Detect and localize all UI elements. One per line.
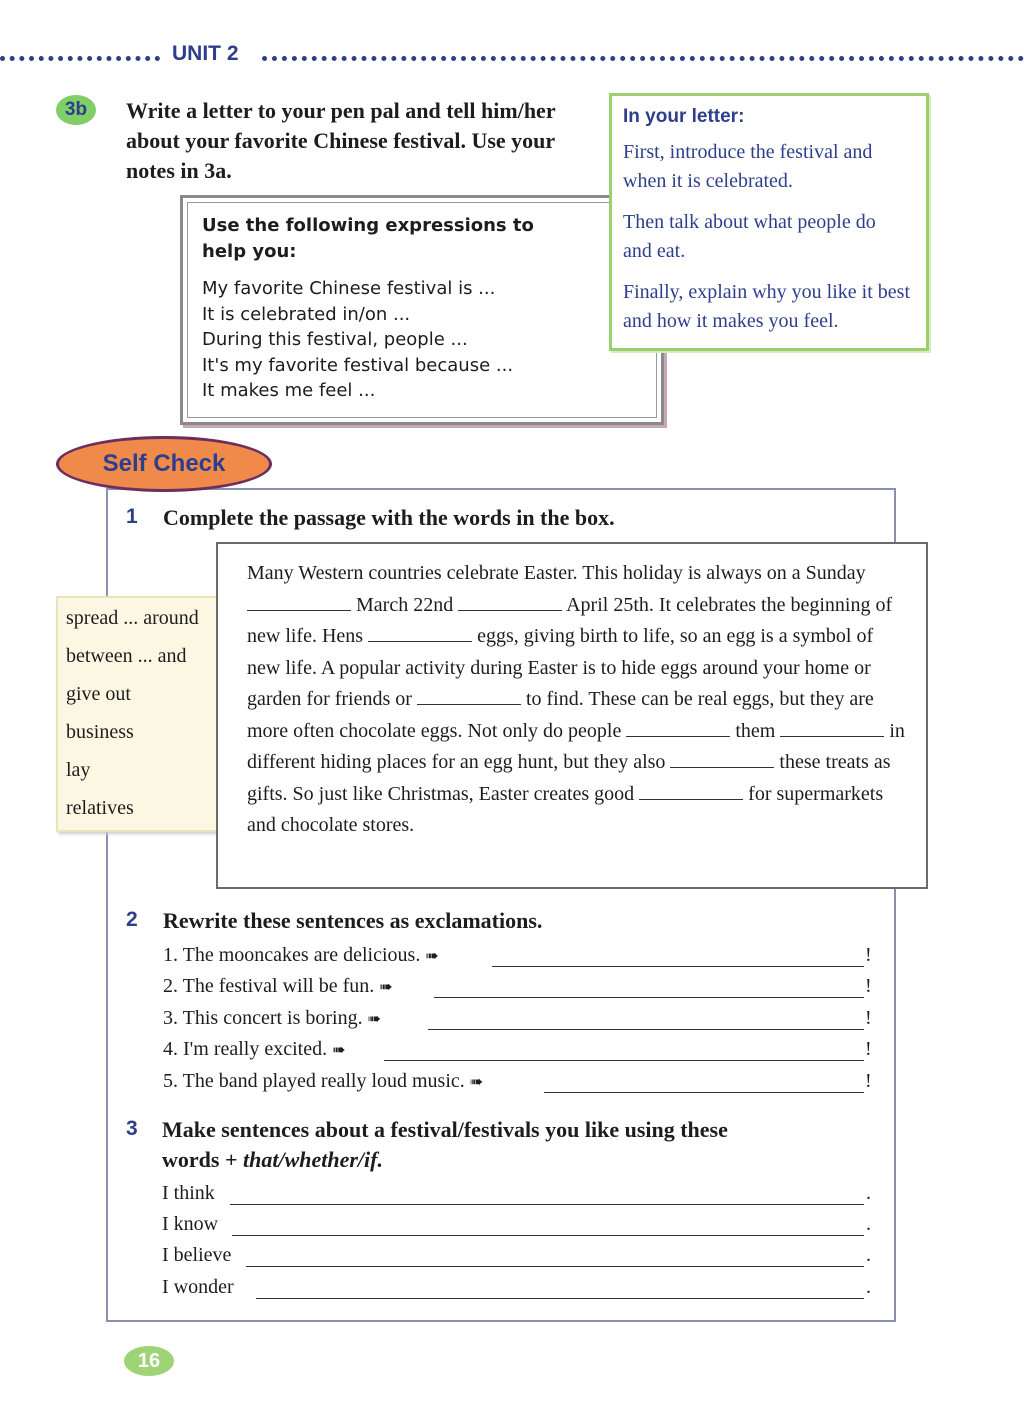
word-option: relatives xyxy=(66,797,134,819)
q3-conjunctions: that/whether/if. xyxy=(243,1147,383,1172)
exclamation-sentence: 2. The festival will be fun. xyxy=(163,975,375,997)
answer-line[interactable] xyxy=(232,1235,864,1236)
period-mark: . xyxy=(866,1276,871,1298)
passage-blank[interactable] xyxy=(780,722,884,737)
answer-line[interactable] xyxy=(434,997,864,998)
expression-line: It makes me feel ... xyxy=(202,380,376,402)
passage-segment: in different hiding places for an egg hunt, but they also xyxy=(247,719,905,773)
passage-text xyxy=(247,558,907,842)
answer-line[interactable] xyxy=(384,1060,864,1061)
passage-segment: to find. These can be real eggs, but they are more often chocolate eggs. Not only do people xyxy=(247,688,874,742)
q1-number: 1 xyxy=(126,505,138,528)
exclamation-mark: ! xyxy=(865,1007,872,1029)
word-option: business xyxy=(66,721,134,743)
unit-title: UNIT 2 xyxy=(172,42,239,65)
exclamation-mark: ! xyxy=(865,1038,872,1060)
period-mark: . xyxy=(866,1213,871,1235)
passage-segment: them xyxy=(735,719,776,742)
expression-line: During this festival, people ... xyxy=(202,329,468,351)
period-mark: . xyxy=(866,1244,871,1266)
passage-segment: eggs, giving birth to life, so an egg is a symbol of new life. A popular activity during Easter is to hide eggs around your home or garden for friends or xyxy=(247,625,874,710)
word-option: spread ... around xyxy=(66,607,199,629)
answer-line[interactable] xyxy=(256,1298,864,1299)
letter-point-first: First, introduce the festival and when it is celebrated. xyxy=(623,141,873,192)
expressions-list xyxy=(202,276,513,404)
page-number: 16 xyxy=(124,1346,174,1376)
passage-blank[interactable] xyxy=(639,785,743,800)
sentence-starter: I think xyxy=(162,1182,215,1204)
in-your-letter-heading: In your letter: xyxy=(623,106,745,127)
exclamation-sentence: 5. The band played really loud music. xyxy=(163,1070,465,1092)
exclamation-item-1 xyxy=(163,944,439,967)
exclamation-mark: ! xyxy=(865,1070,872,1092)
q3-instruction xyxy=(162,1115,882,1175)
task-3b-badge: 3b xyxy=(56,95,96,125)
passage-blank[interactable] xyxy=(368,627,472,642)
answer-line[interactable] xyxy=(230,1204,864,1205)
self-check-badge: Self Check xyxy=(56,436,272,492)
arrow-right-icon: ➠ xyxy=(469,1072,484,1091)
passage-blank[interactable] xyxy=(458,596,562,611)
q3-words-prefix: words + xyxy=(162,1147,243,1172)
passage-blank[interactable] xyxy=(247,596,351,611)
q1-instruction: Complete the passage with the words in the box. xyxy=(163,505,615,530)
q2-number: 2 xyxy=(126,908,138,931)
letter-point-finally: Finally, explain why you like it best and how it makes you feel. xyxy=(623,281,911,332)
arrow-right-icon: ➠ xyxy=(425,946,439,965)
answer-line[interactable] xyxy=(544,1092,864,1093)
expressions-heading: Use the following expressions to help you: xyxy=(202,215,534,262)
passage-blank[interactable] xyxy=(626,722,730,737)
exclamation-sentence: 3. This concert is boring. xyxy=(163,1007,363,1029)
sentence-starter: I believe xyxy=(162,1244,232,1266)
arrow-right-icon: ➠ xyxy=(367,1009,382,1028)
passage-segment: April 25th. It celebrates the beginning of new life. Hens xyxy=(247,593,893,647)
exclamation-item-2 xyxy=(163,975,393,998)
q3-instruction-line: Make sentences about a festival/festivals you like using these xyxy=(162,1117,728,1142)
arrow-right-icon: ➠ xyxy=(379,977,393,996)
passage-segment: Many Western countries celebrate Easter. This holiday is always on a Sunday xyxy=(247,562,866,584)
exclamation-item-4 xyxy=(163,1038,346,1061)
sentence-starter: I wonder xyxy=(162,1276,234,1298)
q2-instruction: Rewrite these sentences as exclamations. xyxy=(163,908,543,933)
letter-point-then: Then talk about what people do and eat. xyxy=(623,211,876,262)
expression-line: It is celebrated in/on ... xyxy=(202,303,411,325)
passage-segment: for supermarkets and chocolate stores. xyxy=(247,782,884,836)
exclamation-sentence: 4. I'm really excited. xyxy=(163,1038,328,1060)
q3-number: 3 xyxy=(126,1117,138,1140)
expression-line: My favorite Chinese festival is ... xyxy=(202,278,496,299)
word-option: give out xyxy=(66,683,131,705)
word-option: lay xyxy=(66,759,91,781)
period-mark: . xyxy=(866,1182,871,1204)
q3-instruction-line xyxy=(162,1145,882,1175)
exclamation-item-5 xyxy=(163,1070,483,1093)
passage-segment: March 22nd xyxy=(356,593,454,616)
exclamation-mark: ! xyxy=(865,944,872,966)
passage-blank[interactable] xyxy=(417,690,521,705)
passage-segment: these treats as gifts. So just like Christmas, Easter creates good xyxy=(247,751,891,805)
answer-line[interactable] xyxy=(246,1266,864,1267)
passage-blank[interactable] xyxy=(670,753,774,768)
task-3b-instruction: Write a letter to your pen pal and tell him/her about your favorite Chinese festival. Use your notes in 3a. xyxy=(126,98,556,183)
arrow-right-icon: ➠ xyxy=(332,1040,346,1059)
expression-line: It's my favorite festival because ... xyxy=(202,354,514,376)
exclamation-sentence: 1. The mooncakes are delicious. xyxy=(163,944,421,966)
sentence-starter: I know xyxy=(162,1213,219,1235)
answer-line[interactable] xyxy=(492,966,864,967)
header-dots-right xyxy=(262,56,1024,61)
exclamation-mark: ! xyxy=(865,975,872,997)
exclamation-item-3 xyxy=(163,1007,381,1030)
header-dots-left xyxy=(0,56,160,61)
answer-line[interactable] xyxy=(428,1029,864,1030)
word-option: between ... and xyxy=(66,645,187,667)
